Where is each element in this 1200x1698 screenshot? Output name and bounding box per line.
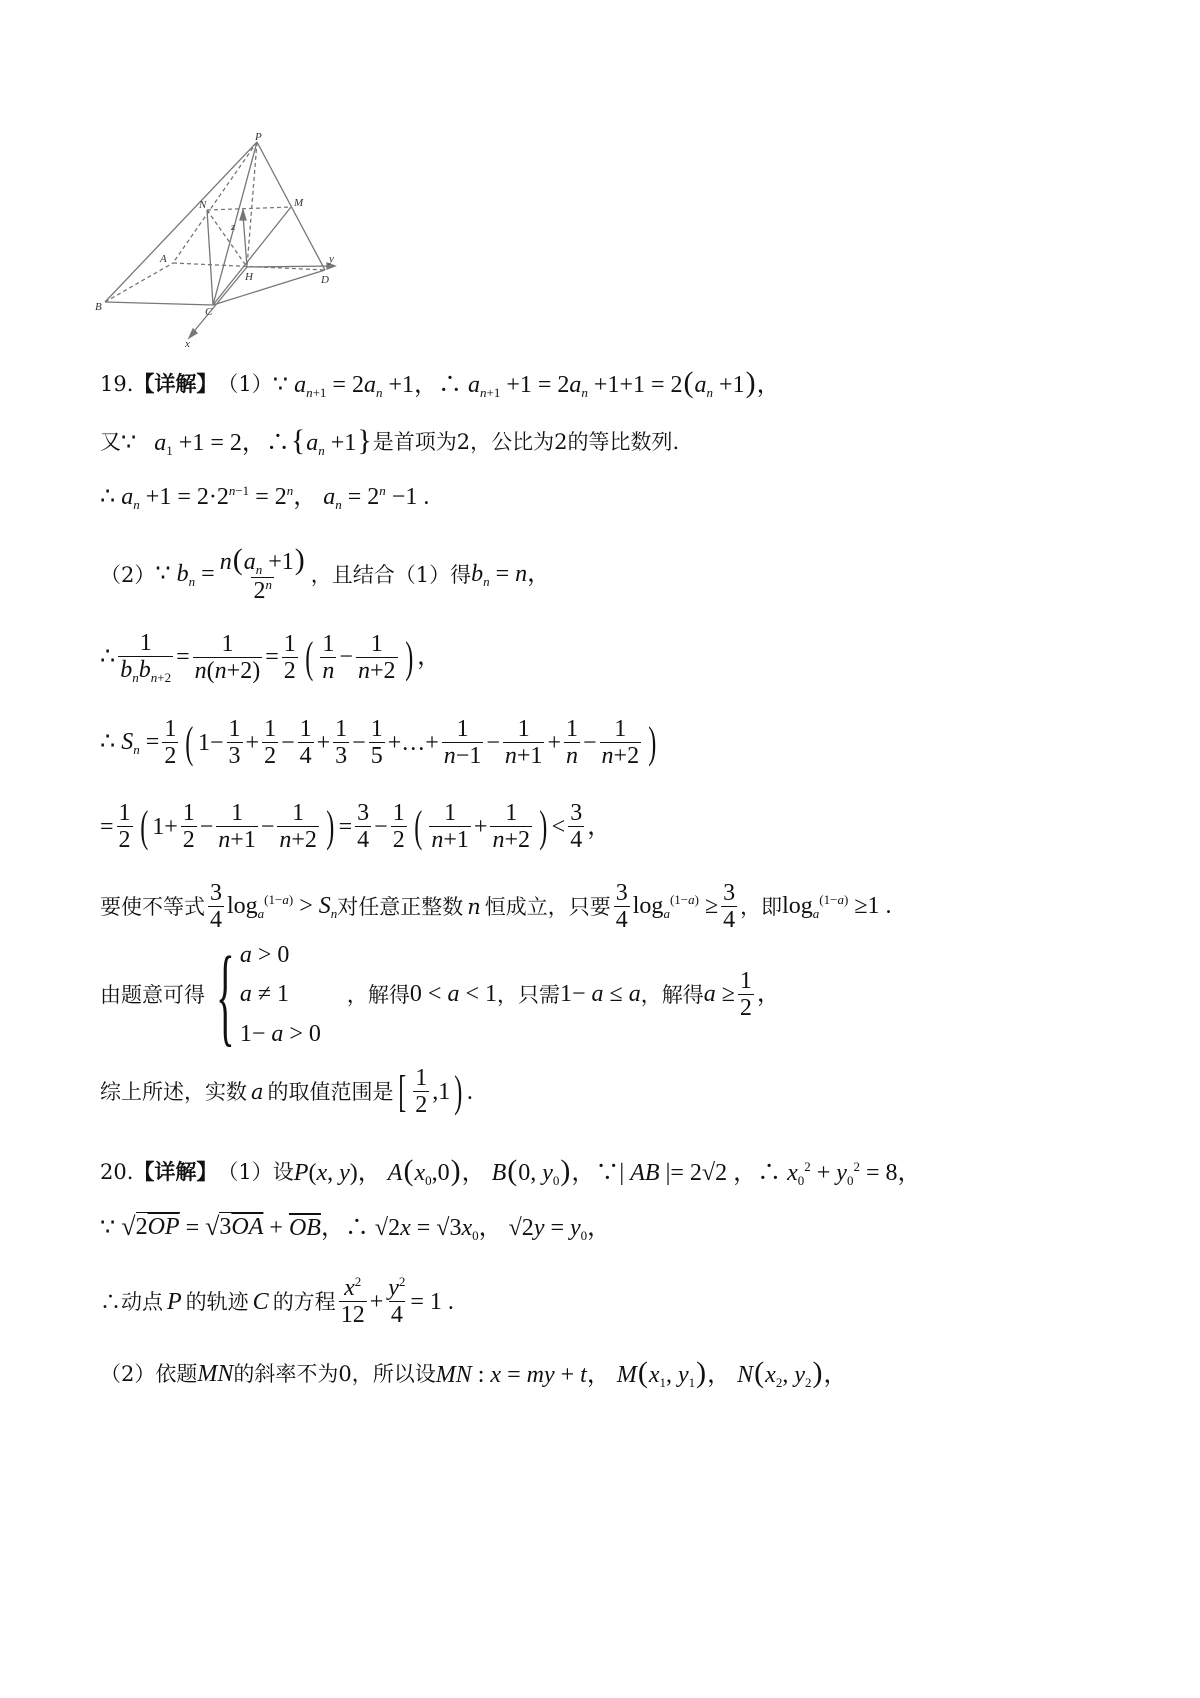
eq-vector: ∵ √ $2\overline{OP}$ = √ $3\overline{OA}$ + $\overline{OB}$，∴ $√2x = √3x_0$， $√2y = y_0$， — [100, 1212, 612, 1243]
op: − — [339, 644, 353, 671]
paren: ( — [413, 802, 423, 852]
p20-line-3 — [100, 1275, 454, 1330]
ineq-text: 要使不等式 — [100, 895, 205, 920]
ineq-text: 恒成立，只要 — [484, 895, 611, 920]
part-label: （1）设 — [217, 1160, 294, 1185]
fraction: $\frac{1}{n+1}$ — [431, 800, 469, 854]
fraction: $\frac{1}{n(n+2)}$ — [194, 630, 261, 685]
eq-recurrence: ∵ $a_{n+1} = 2a_n +1$，∴ $a_{n+1} +1 = 2a_n +1+1 = 2(a_n +1)$， — [272, 366, 781, 400]
log-expr: $\log_a^{(1-a)} \ge 1$ . — [782, 892, 892, 922]
p19-line-1 — [100, 368, 781, 401]
fraction: $\frac{1}{4}$ — [299, 716, 312, 770]
comma: ， — [417, 644, 442, 671]
log-expr: $\log_a^{(1-a)} > S_n$ — [227, 892, 338, 922]
eq-Sn: ∴ $S_n$ = — [100, 729, 160, 758]
system-of-conditions: { a > 0 a ≠ 1 1− a > 0 — [216, 934, 321, 1056]
paren: ) — [326, 802, 335, 852]
eq-sign: = — [176, 644, 190, 671]
fraction: $\frac{1}{n}$ — [322, 630, 335, 685]
p20-line-4 — [100, 1358, 847, 1391]
paren: ( — [139, 802, 148, 852]
label-B: B — [95, 301, 102, 313]
fraction: $\frac{n(a_n +1)}{2^n}$ — [219, 543, 305, 605]
fraction: $\frac{1}{2}$ — [283, 630, 296, 685]
eq-bn: $b_n = n$， — [471, 560, 552, 589]
pyramid-figure — [85, 130, 365, 355]
fraction: $\frac{3}{4}$ — [723, 880, 736, 934]
fraction: $\frac{1}{n+2}$ — [357, 630, 396, 685]
op: − — [374, 813, 388, 840]
p20-line-2 — [100, 1212, 611, 1244]
ineq-text: 对任意正整数 — [337, 895, 464, 920]
fraction: $\frac{y^2}{4}$ — [388, 1274, 406, 1329]
locus-text: ∴动点 — [100, 1290, 163, 1315]
fraction: $\frac{1}{n+1}$ — [504, 716, 543, 770]
paren: ) — [454, 1067, 463, 1117]
eq-sign: = — [265, 644, 279, 671]
fraction: $\frac{1}{n+2}$ — [492, 800, 530, 854]
comma: ， — [587, 813, 612, 840]
part-label: （2）依题 — [100, 1362, 198, 1387]
p20-line-1 — [100, 1156, 921, 1189]
var-MN: MN — [197, 1360, 234, 1387]
concl-text: 的取值范围是 — [267, 1080, 394, 1105]
fraction: $\frac{1}{n-1}$ — [443, 716, 482, 770]
solve-text: ，解得 — [640, 982, 704, 1007]
concl-text: 综上所述，实数 — [100, 1080, 247, 1105]
fraction: $\frac{3}{4}$ — [570, 800, 583, 854]
fraction: $\frac{1}{2}$ — [164, 716, 177, 770]
eq-end: = 1 . — [410, 1288, 454, 1315]
eq-range: 0 < a < 1 — [409, 981, 497, 1008]
eq-result: a ≥ — [703, 981, 735, 1008]
label-N: N — [199, 199, 207, 211]
given-text: 又 — [100, 430, 121, 455]
part-label: （2） — [100, 563, 156, 588]
var-a: a — [251, 1080, 264, 1105]
label-C: C — [205, 306, 213, 318]
fraction: $\frac{1}{2}$ — [415, 1065, 428, 1119]
fraction: $\frac{1}{b_nb_{n+2}}$ — [120, 630, 172, 686]
fraction: $\frac{1}{5}$ — [370, 716, 383, 770]
fraction: $\frac{1}{3}$ — [335, 716, 348, 770]
op: + — [316, 729, 331, 756]
paren: ( — [305, 633, 314, 683]
combine-text: ，且结合（1）得 — [310, 563, 472, 588]
cond-text: 由题意可得 — [100, 982, 205, 1007]
var-C: C — [252, 1288, 269, 1315]
fraction: $\frac{1}{2}$ — [739, 967, 752, 1021]
paren: ) — [404, 633, 413, 683]
detail-tag: 【详解】 — [133, 371, 218, 397]
fraction: $\frac{1}{n}$ — [565, 716, 578, 770]
comma: ， — [756, 981, 781, 1008]
op: − — [199, 813, 214, 840]
p19-line-5 — [100, 630, 441, 686]
eq-points: P(x, y)， $A(x_0,0)$， B(0, $y_0$)，∵| AB |= 2√2 ，∴ $x_0^2 + y_0^2 = 8$， — [293, 1154, 922, 1188]
p19-line-10 — [100, 1065, 473, 1120]
op: < — [551, 813, 566, 840]
locus-text: 的轨迹 — [185, 1290, 249, 1315]
eq-bn-def: ∵ $b_n$ = — [155, 560, 215, 589]
var-n: n — [467, 895, 481, 920]
p19-line-7 — [100, 800, 611, 855]
fraction: $\frac{x^2}{12}$ — [340, 1274, 365, 1329]
paren: ) — [648, 718, 657, 768]
fraction: $\frac{1}{2}$ — [264, 716, 277, 770]
part-label: （1） — [217, 372, 273, 397]
label-y: y — [329, 253, 334, 265]
op: − — [582, 729, 597, 756]
ineq-text: ，即 — [740, 895, 783, 920]
op: − — [352, 729, 366, 756]
op: + — [473, 813, 488, 840]
label-D: D — [321, 274, 329, 286]
fraction: $\frac{1}{2}$ — [392, 800, 405, 854]
locus-text: 的方程 — [272, 1290, 336, 1315]
therefore: ∴ — [100, 644, 116, 671]
op: + — [369, 1288, 384, 1315]
eq-sign: = — [338, 813, 353, 840]
p19-line-3 — [100, 484, 429, 513]
fraction: $\frac{1}{n+2}$ — [601, 716, 640, 770]
eq-a1: ∵ $a_1 +1 = 2$，$\therefore\{a_n +1\}$ — [121, 424, 372, 458]
label-A: A — [160, 253, 167, 265]
eq-line: MN : x = my + t， $M(x_1$, $y_1$)， $N(x_2$, $y_2$)， — [435, 1356, 848, 1390]
op: +…+ — [387, 729, 439, 756]
bracket: [ — [397, 1067, 406, 1117]
period: . — [466, 1078, 473, 1105]
label-x: x — [185, 338, 190, 350]
fraction: $\frac{1}{3}$ — [228, 716, 241, 770]
eq-sign: = — [100, 813, 114, 840]
slope-text: 的斜率不为0，所以设 — [233, 1362, 436, 1387]
p19-line-2 — [100, 426, 679, 459]
fraction: $\frac{1}{2}$ — [118, 800, 131, 854]
p19-line-6 — [100, 716, 661, 771]
fraction: $\frac{3}{4}$ — [210, 880, 222, 934]
solve-text: ，解得 — [346, 982, 410, 1007]
eq-an: ∴ $a_n +1 = 2\cdot 2^{n-1} = 2^n$， $a_n = 2^n -1$ . — [100, 483, 430, 512]
term: 1+ — [152, 813, 178, 840]
fraction: $\frac{1}{n+2}$ — [279, 800, 317, 854]
term: 1− — [197, 729, 224, 756]
op: + — [245, 729, 260, 756]
op: − — [260, 813, 275, 840]
problem-number: 20. — [100, 1160, 134, 1185]
p19-line-9 — [100, 934, 781, 1056]
fraction: $\frac{3}{4}$ — [615, 880, 628, 934]
label-P: P — [255, 131, 262, 143]
fraction: $\frac{3}{4}$ — [357, 800, 370, 854]
fraction: $\frac{1}{n+1}$ — [218, 800, 256, 854]
op: − — [486, 729, 500, 756]
solve-text: ，只需 — [497, 982, 560, 1007]
label-M: M — [294, 197, 304, 209]
problem-number: 19. — [100, 372, 134, 397]
fraction: $\frac{1}{2}$ — [182, 800, 195, 854]
p19-line-8 — [100, 880, 891, 935]
interval-end: ,1 — [432, 1078, 451, 1105]
paren: ) — [539, 802, 548, 852]
op: − — [281, 729, 295, 756]
p19-line-4 — [100, 545, 551, 606]
geometric-text: 是首项为2，公比为2的等比数列. — [372, 430, 680, 455]
var-P: P — [167, 1288, 182, 1315]
label-z: z — [231, 221, 236, 233]
op: + — [547, 729, 561, 756]
log-expr: $\log_a^{(1-a)}$ ≥ — [632, 892, 719, 922]
detail-tag: 【详解】 — [133, 1159, 218, 1185]
label-H: H — [245, 271, 253, 283]
eq-need: 1− a ≤ a — [560, 981, 641, 1008]
paren: ( — [185, 718, 194, 768]
